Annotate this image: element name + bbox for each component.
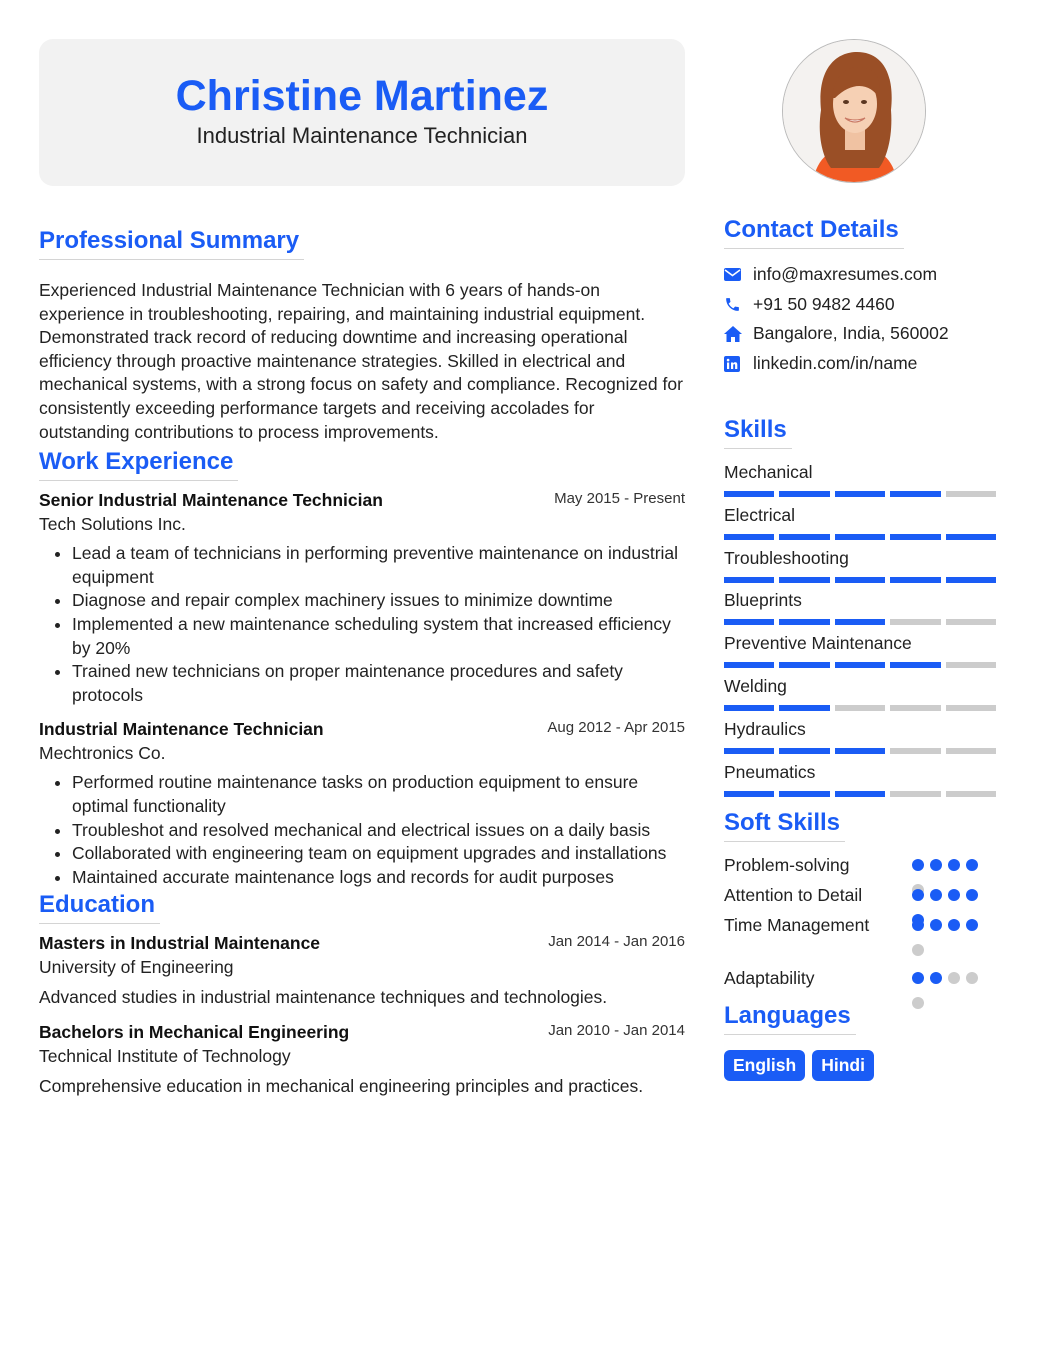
rating-dot	[912, 859, 924, 871]
skill-name: Troubleshooting	[724, 547, 849, 568]
summary-heading: Professional Summary	[39, 226, 304, 260]
job-dates: Aug 2012 - Apr 2015	[547, 719, 685, 737]
skill-item	[724, 547, 1001, 590]
skill-level-segment	[890, 491, 940, 497]
skill-level-segment	[946, 491, 996, 497]
contact-section	[724, 215, 1001, 378]
skill-item	[724, 718, 1001, 761]
skill-name: Welding	[724, 675, 787, 696]
skill-item	[724, 504, 1001, 547]
education-section	[39, 890, 685, 1098]
skill-level-segment	[779, 705, 829, 711]
skill-level-segment	[835, 662, 885, 668]
home-icon	[724, 326, 753, 342]
soft-skill-item	[724, 914, 1001, 967]
rating-dot	[966, 889, 978, 901]
skill-level-segment	[779, 748, 829, 754]
job-bullet: • Performed routine maintenance tasks on production equipment to ensure optimal functionality	[72, 771, 685, 818]
degree-title: Bachelors in Mechanical Engineering	[39, 1022, 350, 1043]
skill-level-segment	[946, 619, 996, 625]
degree-title: Masters in Industrial Maintenance	[39, 933, 321, 954]
skill-level-segment	[724, 577, 774, 583]
skill-level-bar	[724, 662, 1001, 668]
soft-skill-item	[724, 854, 1001, 884]
job-title: Industrial Maintenance Technician	[39, 719, 324, 740]
profile-photo	[782, 39, 926, 183]
summary-text: Experienced Industrial Maintenance Technician with 6 years of hands-on experience in troubleshooting, repairing, and maintaining industrial equipment. Demonstrated track record of reducing downtime and increasing operational efficiency through proactive maintenance strategies. Skilled in electrical and mechanical systems, with a strong focus on safety and compliance. Recognized for consistently exceeding performance targets and receiving accolades for outstanding contributions to process improvements.	[39, 280, 683, 442]
skill-name: Pneumatics	[724, 761, 816, 782]
job-company: Tech Solutions Inc.	[39, 514, 186, 535]
skill-level-segment	[724, 748, 774, 754]
skill-level-segment	[779, 491, 829, 497]
skill-level-segment	[890, 619, 940, 625]
main-column	[39, 39, 685, 1098]
skill-level-bar	[724, 619, 1001, 625]
contact-heading: Contact Details	[724, 215, 904, 249]
skill-name: Mechanical	[724, 462, 813, 482]
skill-level-segment	[835, 791, 885, 797]
skill-level-segment	[724, 705, 774, 711]
skill-level-segment	[890, 534, 940, 540]
job-bullet: • Diagnose and repair complex machinery issues to minimize downtime	[72, 589, 685, 613]
degree-dates: Jan 2014 - Jan 2016	[548, 933, 685, 951]
rating-dot	[948, 859, 960, 871]
skill-item	[724, 761, 1001, 804]
degree-description: Advanced studies in industrial maintenance techniques and technologies.	[39, 987, 608, 1008]
contact-phone[interactable]: +91 50 9482 4460	[724, 290, 1001, 320]
skill-level-segment	[835, 577, 885, 583]
soft-skills-section	[724, 808, 1001, 997]
experience-section	[39, 447, 685, 889]
school-name: University of Engineering	[39, 957, 234, 978]
contact-email[interactable]: info@maxresumes.com	[724, 260, 1001, 290]
skill-level-bar	[724, 534, 1001, 540]
skill-level-segment	[946, 662, 996, 668]
skills-list	[724, 461, 1001, 803]
degree-dates: Jan 2010 - Jan 2014	[548, 1022, 685, 1040]
rating-dot	[966, 972, 978, 984]
skill-level-segment	[890, 577, 940, 583]
skill-level-segment	[890, 662, 940, 668]
soft-skill-item	[724, 884, 1001, 914]
rating-dot	[930, 889, 942, 901]
skill-level-segment	[890, 705, 940, 711]
skill-item	[724, 632, 1001, 675]
rating-dot	[912, 944, 924, 956]
contact-linkedin[interactable]: linkedin.com/in/name	[724, 349, 1001, 379]
rating-dot	[930, 859, 942, 871]
rating-dot	[930, 972, 942, 984]
skill-level-segment	[946, 577, 996, 583]
job-bullet: • Maintained accurate maintenance logs and records for audit purposes	[72, 866, 685, 890]
soft-skill-rating	[912, 919, 992, 969]
job-bullet: • Trained new technicians on proper maintenance procedures and safety protocols	[72, 660, 685, 707]
skill-level-segment	[946, 534, 996, 540]
job-bullet: • Lead a team of technicians in performing preventive maintenance on industrial equipment	[72, 542, 685, 589]
job-bullet: • Troubleshot and resolved mechanical and electrical issues on a daily basis	[72, 819, 685, 843]
skill-level-segment	[890, 791, 940, 797]
skill-level-segment	[779, 791, 829, 797]
education-entry	[39, 931, 685, 1009]
summary-section	[39, 226, 685, 444]
soft-skills-list	[724, 854, 1001, 997]
education-heading: Education	[39, 890, 160, 924]
rating-dot	[948, 919, 960, 931]
soft-skill-item	[724, 967, 1001, 997]
skill-name: Blueprints	[724, 590, 802, 611]
skill-level-segment	[724, 619, 774, 625]
skill-level-bar	[724, 491, 1001, 497]
soft-skill-name: Adaptability	[724, 968, 815, 988]
skill-level-segment	[946, 705, 996, 711]
candidate-title: Industrial Maintenance Technician	[196, 123, 528, 148]
skill-level-segment	[724, 491, 774, 497]
skill-level-segment	[779, 619, 829, 625]
rating-dot	[948, 889, 960, 901]
language-badge: Hindi	[812, 1050, 874, 1081]
rating-dot	[966, 859, 978, 871]
soft-skill-name: Problem-solving	[724, 855, 850, 875]
skill-level-bar	[724, 748, 1001, 754]
languages-heading: Languages	[724, 1001, 856, 1035]
skills-heading: Skills	[724, 415, 792, 449]
skill-level-segment	[835, 491, 885, 497]
skill-item	[724, 589, 1001, 632]
soft-skill-name: Attention to Detail	[724, 885, 863, 905]
rating-dot	[912, 889, 924, 901]
skill-level-segment	[835, 748, 885, 754]
job-title: Senior Industrial Maintenance Technician	[39, 490, 383, 511]
candidate-name: Christine Martinez	[175, 72, 549, 120]
profile-portrait-icon	[783, 40, 926, 183]
skill-level-segment	[779, 534, 829, 540]
skill-level-segment	[890, 748, 940, 754]
skill-level-bar	[724, 577, 1001, 583]
job-dates: May 2015 - Present	[554, 490, 685, 508]
skill-level-bar	[724, 705, 1001, 711]
skill-name: Electrical	[724, 504, 795, 525]
envelope-icon	[724, 268, 753, 281]
skill-item	[724, 675, 1001, 718]
job-entry	[39, 717, 685, 889]
language-badge: English	[724, 1050, 805, 1081]
skills-section	[724, 415, 1001, 803]
skill-level-bar	[724, 791, 1001, 797]
skill-name: Hydraulics	[724, 718, 806, 739]
rating-dot	[930, 919, 942, 931]
soft-skill-name: Time Management	[724, 915, 870, 935]
soft-skills-heading: Soft Skills	[724, 808, 845, 842]
skill-level-segment	[835, 534, 885, 540]
job-bullets	[39, 771, 685, 889]
rating-dot	[948, 972, 960, 984]
job-bullets	[39, 542, 685, 707]
skill-level-segment	[779, 577, 829, 583]
experience-heading: Work Experience	[39, 447, 238, 481]
job-bullet: • Implemented a new maintenance scheduling system that increased efficiency by 20%	[72, 613, 685, 660]
contact-address: Bangalore, India, 560002	[724, 319, 1001, 349]
rating-dot	[966, 919, 978, 931]
skill-level-segment	[779, 662, 829, 668]
phone-icon	[724, 296, 753, 313]
skill-level-segment	[835, 705, 885, 711]
education-entry	[39, 1020, 685, 1098]
job-entry	[39, 488, 685, 707]
job-bullet: • Collaborated with engineering team on equipment upgrades and installations	[72, 842, 685, 866]
degree-description: Comprehensive education in mechanical engineering principles and practices.	[39, 1076, 644, 1097]
linkedin-icon	[724, 356, 753, 372]
skill-level-segment	[724, 662, 774, 668]
skill-level-segment	[946, 791, 996, 797]
skill-level-segment	[724, 534, 774, 540]
languages-list	[724, 1050, 1001, 1081]
school-name: Technical Institute of Technology	[39, 1046, 291, 1067]
skill-item	[724, 461, 1001, 504]
skill-name: Preventive Maintenance	[724, 633, 912, 654]
header-card	[39, 39, 685, 186]
rating-dot	[912, 919, 924, 931]
rating-dot	[912, 972, 924, 984]
skill-level-segment	[946, 748, 996, 754]
languages-section	[724, 1001, 1001, 1081]
skill-level-segment	[835, 619, 885, 625]
job-company: Mechtronics Co.	[39, 743, 166, 764]
skill-level-segment	[724, 791, 774, 797]
